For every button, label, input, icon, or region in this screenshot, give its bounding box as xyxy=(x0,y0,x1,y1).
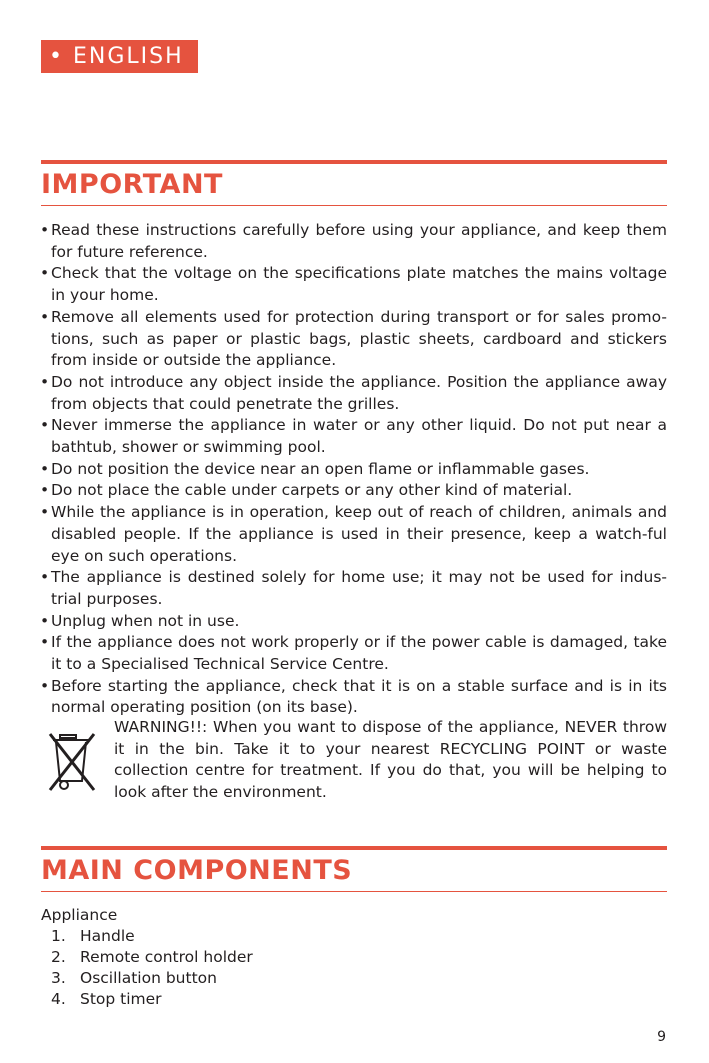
component-number: 2. xyxy=(51,948,66,966)
bullet-item: • Before starting the appliance, check that it is on a stable surface and is in its normal operating position (on its base). xyxy=(41,676,667,719)
bullet-item: • Do not introduce any object inside the appliance. Position the appliance away from objects that could penetrate the grilles. xyxy=(41,372,667,415)
components-title: MAIN COMPONENTS xyxy=(41,855,353,886)
component-label: Stop timer xyxy=(80,990,162,1008)
bullet-item: • Never immerse the appliance in water or any other liquid. Do not put near a bathtub, shower or swimming pool. xyxy=(41,415,667,458)
component-item xyxy=(41,968,667,989)
component-label: Oscillation button xyxy=(80,969,217,987)
component-label: Handle xyxy=(80,927,135,945)
important-bullet-list xyxy=(41,220,667,719)
section-rule-top xyxy=(41,160,667,164)
bullet-item: • The appliance is destined solely for home use; it may not be used for indus-trial purposes. xyxy=(41,567,667,610)
component-item xyxy=(41,947,667,968)
section-rule-bottom xyxy=(41,205,667,206)
important-title: IMPORTANT xyxy=(41,169,223,200)
component-item xyxy=(41,989,667,1010)
bullet-item: • If the appliance does not work properly or if the power cable is damaged, take it to a Specialised Technical Service Centre. xyxy=(41,632,667,675)
component-number: 3. xyxy=(51,969,66,987)
section-rule-top xyxy=(41,846,667,850)
language-tag: • ENGLISH xyxy=(41,40,198,73)
bullet-item: • Read these instructions carefully before using your appliance, and keep them for future reference. xyxy=(41,220,667,263)
bullet-item: • Check that the voltage on the specifications plate matches the mains voltage in your home. xyxy=(41,263,667,306)
components-list xyxy=(41,905,667,1010)
component-label: Remote control holder xyxy=(80,948,253,966)
warning-text: WARNING!!: When you want to dispose of the appliance, NEVER throw it in the bin. Take it to your nearest RECYCLING POINT or waste collection centre for treatment. If you do that, you will be helping to look after the environment. xyxy=(114,718,667,802)
components-heading: Appliance xyxy=(41,906,118,924)
bullet-item: • Unplug when not in use. xyxy=(41,611,667,633)
components-section-header xyxy=(41,846,667,892)
bullet-item: • Do not position the device near an open flame or inflammable gases. xyxy=(41,459,667,481)
bullet-item: • Do not place the cable under carpets or any other kind of material. xyxy=(41,480,667,502)
component-item xyxy=(41,926,667,947)
important-section-header xyxy=(41,160,667,206)
component-number: 4. xyxy=(51,990,66,1008)
section-rule-bottom xyxy=(41,891,667,892)
page-number: 9 xyxy=(657,1029,666,1045)
component-number: 1. xyxy=(51,927,66,945)
bullet-item: • Remove all elements used for protection during transport or for sales promo-tions, such as paper or plastic bags, plastic sheets, cardboard and stickers from inside or outside the appliance. xyxy=(41,307,667,372)
disposal-warning xyxy=(41,717,667,807)
crossed-out-wheelie-bin-icon xyxy=(45,731,99,793)
bullet-item: • While the appliance is in operation, keep out of reach of children, animals and disabled people. If the appliance is used in their presence, keep a watch-ful eye on such operations. xyxy=(41,502,667,567)
